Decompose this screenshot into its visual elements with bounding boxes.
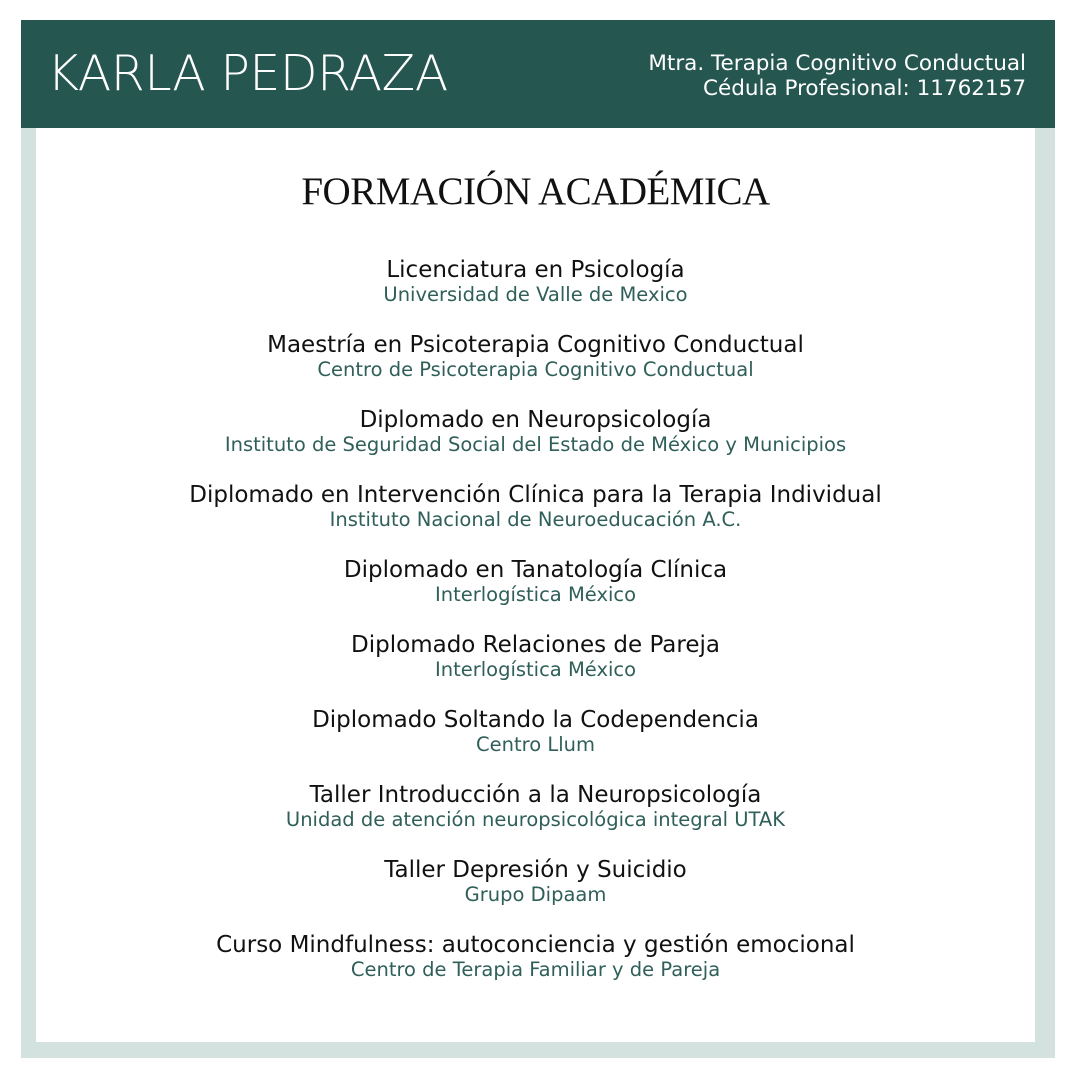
education-item	[36, 331, 1035, 406]
education-item	[36, 781, 1035, 856]
institution-name: Instituto de Seguridad Social del Estado de México y Municipios	[224, 433, 847, 456]
professional-title: Mtra. Terapia Cognitivo Conductual	[648, 51, 1026, 76]
education-item	[36, 556, 1035, 631]
degree-name: Diplomado en Tanatología Clínica	[343, 557, 728, 583]
degree-name: Diplomado en Neuropsicología	[359, 407, 712, 433]
section-title: FORMACIÓN ACADÉMICA	[301, 170, 770, 213]
degree-name: Curso Mindfulness: autoconciencia y gestión emocional	[216, 932, 855, 958]
institution-name: Instituto Nacional de Neuroeducación A.C.	[329, 508, 742, 531]
degree-name: Diplomado en Intervención Clínica para la Terapia Individual	[189, 482, 882, 508]
institution-name: Interlogística México	[434, 658, 637, 681]
education-item	[36, 631, 1035, 706]
education-item	[36, 706, 1035, 781]
license-number: Cédula Profesional: 11762157	[702, 76, 1026, 101]
credentials	[648, 51, 1026, 101]
institution-name: Centro Llum	[476, 733, 595, 756]
degree-name: Licenciatura en Psicología	[386, 257, 685, 283]
education-item	[36, 931, 1035, 1006]
education-item	[36, 856, 1035, 931]
institution-name: Centro de Psicoterapia Cognitivo Conductual	[317, 358, 754, 381]
education-item	[36, 481, 1035, 556]
degree-name: Diplomado Relaciones de Pareja	[351, 632, 720, 658]
institution-name: Interlogística México	[434, 583, 637, 606]
education-item	[36, 256, 1035, 331]
degree-name: Taller Introducción a la Neuropsicología	[309, 782, 762, 808]
institution-name: Centro de Terapia Familiar y de Pareja	[350, 958, 721, 981]
education-list	[36, 256, 1035, 1006]
degree-name: Diplomado Soltando la Codependencia	[312, 707, 759, 733]
institution-name: Grupo Dipaam	[464, 883, 607, 906]
header-banner	[21, 20, 1055, 128]
institution-name: Universidad de Valle de Mexico	[383, 283, 688, 306]
institution-name: Unidad de atención neuropsicológica integral UTAK	[285, 808, 786, 831]
degree-name: Maestría en Psicoterapia Cognitivo Conductual	[267, 332, 804, 358]
person-name: KARLA PEDRAZA	[47, 45, 448, 102]
content-panel	[36, 128, 1035, 1042]
degree-name: Taller Depresión y Suicidio	[384, 857, 687, 883]
education-item	[36, 406, 1035, 481]
